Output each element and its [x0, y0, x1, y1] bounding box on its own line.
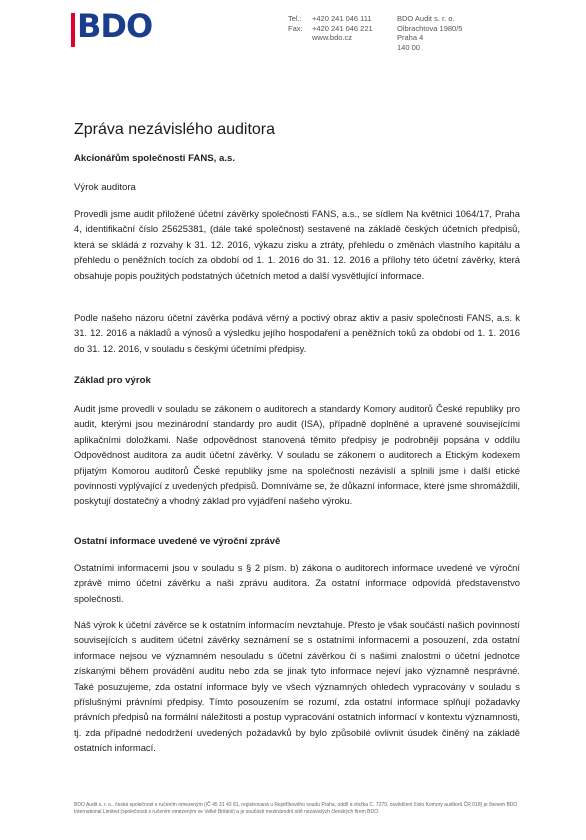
address-line: 140 00	[397, 42, 420, 52]
addressee: Akcionářům společnosti FANS, a.s.	[74, 153, 236, 164]
fax-label: Fax:	[288, 23, 303, 33]
paragraph-audit-scope: Provedli jsme audit přiložené účetní závěrky společnosti FANS, a.s., se sídlem Na květnici 1064/17, Praha 4, identifikační číslo 25625381, (dále také společnost) sestavené na základě českých účetních předpisů, která se skládá z rozvahy k 31. 12. 2016, výkazu zisku a ztráty, přehledu o změnách vlastního kapitálu a přehledu o peněžních tocích za období od 1. 1. 2016 do 31. 12. 2016 a přílohy této účetní závěrky, která obsahuje popis použitých podstatných účetních metod a další vysvětlující informace.	[74, 208, 520, 281]
address-line: BDO Audit s. r. o.	[397, 14, 455, 23]
address-line: Praha 4	[397, 33, 424, 42]
tel-value: +420 241 046 111	[312, 14, 372, 23]
section-heading-opinion: Výrok auditora	[74, 182, 136, 193]
address-line: Olbrachtova 1980/5	[397, 23, 463, 33]
page-title: Zpráva nezávislého auditora	[74, 121, 276, 138]
address-block	[397, 14, 462, 52]
paragraph-other-info-responsibility: Náš výrok k účetní závěrce se k ostatním informacím nevztahuje. Přesto je však součástí našich povinností souvisejících s auditem účetní závěrky seznámení se s ostatními informacemi a posouzení, zda ostatní informace nejsou ve významném nesouladu s účetní závěrkou či s našimi znalostmi o účetní jednotce získanými během provádění auditu nebo zda se jinak tyto informace nejeví jako významně nesprávné. Také posuzujeme, zda ostatní informace byly ve všech významných ohledech vypracovány v souladu s příslušnými právními předpisy. Tímto posouzením se rozumí, zda ostatní informace splňují požadavky právních předpisů na formální náležitosti a postup vypracování ostatních informací v kontextu významnosti, tj. zda případné nedodržení uvedených požadavků by bylo způsobilé ovlivnit úsudek činěný na základě ostatních informací.	[74, 619, 520, 754]
contact-block	[288, 14, 373, 43]
web-address: www.bdo.cz	[312, 33, 353, 42]
fax-value: +420 241 046 221	[312, 23, 373, 33]
footer-legal-text: BDO Audit s. r. o., česká společnost s ručením omezeným (IČ 45 31 43 81, registrovaná u Rejstříkového soudu Praha, oddíl a vložka C. 7279, osvědčení číslo Komory auditorů ČR 018) je členem BDO International Limited (společnosti s ručením omezeným ve Velké Británii) a je součástí mezinárodní sítě nezávislých členských firem BDO.	[74, 802, 518, 815]
section-heading-other-info: Ostatní informace uvedené ve výroční zprávě	[74, 536, 281, 547]
logo-accent-bar	[71, 13, 75, 47]
section-heading-basis: Základ pro výrok	[74, 375, 151, 386]
tel-label: Tel.:	[288, 14, 302, 23]
paragraph-other-info-definition: Ostatními informacemi jsou v souladu s § 2 písm. b) zákona o auditorech informace uvedené ve výroční zprávě mimo účetní závěrku a naši zprávu auditora. Za ostatní informace odpovídá představenstvo společnosti.	[74, 562, 520, 604]
bdo-logo: BDO	[77, 7, 153, 45]
paragraph-basis: Audit jsme provedli v souladu se zákonem o auditorech a standardy Komory auditorů České republiky pro audit, kterými jsou mezinárodní standardy pro audit (ISA), případně doplněné a upravené souvisejícími aplikačními doložkami. Naše odpovědnost stanovená těmito předpisy je podrobněji popsána v oddílu Odpovědnost auditora za audit účetní závěrky. V souladu se zákonem o auditorech a Etickým kodexem přijatým Komorou auditorů České republiky jsme na společnosti nezávislí a splnili jsme i další etické povinnosti vyplývající z uvedených předpisů. Domníváme se, že důkazní informace, které jsme shromáždili, poskytují dostatečný a vhodný základ pro vyjádření našeho výroku.	[74, 403, 520, 507]
paragraph-opinion: Podle našeho názoru účetní závěrka podává věrný a poctivý obraz aktiv a pasiv společnosti FANS, a.s. k 31. 12. 2016 a nákladů a výnosů a výsledku jejího hospodaření a peněžních toků za období od 1. 1. 2016 do 31. 12. 2016, v souladu s českými účetními předpisy.	[74, 312, 520, 354]
